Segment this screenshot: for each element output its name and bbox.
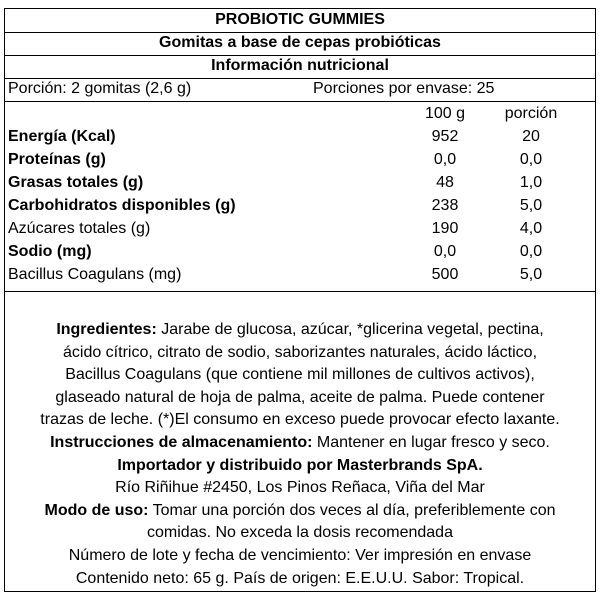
nutrient-value-100g: 190: [431, 220, 459, 237]
nutrient-value-portion: 0,0: [519, 243, 543, 260]
product-subtitle: Gomitas a base de cepas probióticas: [5, 32, 595, 56]
importer-label: [5, 455, 595, 478]
importer-name: Importador y distribuido por Masterbrands SpA.: [117, 456, 483, 474]
nutrient-value-100g: 0,0: [433, 243, 457, 260]
column-header-100g: 100 g: [424, 105, 466, 122]
nutrient-name: Sodio (mg): [8, 243, 92, 260]
nutrient-value-portion: 4,0: [519, 220, 543, 237]
product-title: PROBIOTIC GUMMIES: [5, 9, 595, 33]
nutrient-value-100g: 500: [431, 266, 459, 283]
usage-line: [5, 500, 595, 523]
ingredients-line: ácido cítrico, citrato de sodio, saborizantes naturales, ácido láctico,: [62, 343, 538, 361]
nutrient-name: Carbohidratos disponibles (g): [8, 197, 236, 214]
nutrient-row: [5, 263, 595, 286]
nutrient-name: Proteínas (g): [8, 151, 106, 168]
nutrition-label: [4, 8, 596, 592]
nutrient-value-portion: 0,0: [519, 151, 543, 168]
nutrient-row: [5, 125, 595, 148]
section-title: Información nutricional: [5, 55, 595, 79]
ingredients-line: glaseado natural de hoja de palma, aceite de palma. Puede contener: [55, 388, 545, 406]
net-content: Contenido neto: 65 g. País de origen: E.E.U.U. Sabor: Tropical.: [75, 569, 525, 587]
importer-address: Río Riñihue #2450, Los Pinos Reñaca, Viña del Mar: [115, 479, 485, 497]
storage-text: Mantener en lugar fresco y seco.: [312, 433, 550, 451]
nutrient-row: [5, 217, 595, 240]
nutrient-value-portion: 5,0: [519, 266, 543, 283]
lot-info: Número de lote y fecha de vencimiento: Ver impresión en envase: [68, 546, 532, 564]
nutrient-name: Azúcares totales (g): [8, 220, 151, 237]
nutrition-table: [5, 102, 595, 292]
nutrient-row: [5, 194, 595, 217]
storage-line: [5, 432, 595, 455]
servings-per-container: Porciones por envase: 25: [313, 80, 495, 97]
usage-text: Tomar una porción dos veces al día, preferiblemente con: [148, 501, 556, 519]
column-header-portion: porción: [504, 105, 558, 122]
nutrient-value-100g: 238: [431, 197, 459, 214]
nutrient-value-portion: 20: [522, 128, 540, 145]
serving-row: [5, 78, 595, 102]
usage-label: Modo de uso:: [44, 501, 149, 519]
nutrient-row: [5, 171, 595, 194]
nutrient-value-portion: 5,0: [519, 197, 543, 214]
storage-label: Instrucciones de almacenamiento:: [50, 433, 313, 451]
nutrient-value-portion: 1,0: [519, 174, 543, 191]
usage-line: comidas. No exceda la dosis recomendada: [147, 524, 453, 542]
serving-size: Porción: 2 gomitas (2,6 g): [8, 80, 192, 97]
nutrient-name: Bacillus Coagulans (mg): [8, 266, 182, 283]
label-text-block: [5, 319, 595, 590]
nutrient-row: [5, 148, 595, 171]
nutrient-value-100g: 0,0: [433, 151, 457, 168]
ingredients-label: Ingredientes:: [56, 321, 157, 338]
ingredients-text: Jarabe de glucosa, azúcar, *glicerina vegetal, pectina,: [156, 321, 544, 338]
column-header-row: [5, 102, 595, 125]
ingredients-line: Bacillus Coagulans (que contiene mil millones de cultivos activos),: [65, 366, 535, 384]
ingredients-line: trazas de leche. (*)El consumo en exceso puede provocar efecto laxante.: [40, 411, 560, 429]
ingredients-line: [5, 319, 595, 342]
nutrient-row: [5, 240, 595, 263]
nutrient-value-100g: 48: [436, 174, 454, 191]
nutrient-name: Grasas totales (g): [8, 174, 144, 191]
nutrient-value-100g: 952: [431, 128, 459, 145]
nutrient-name: Energía (Kcal): [8, 128, 116, 145]
